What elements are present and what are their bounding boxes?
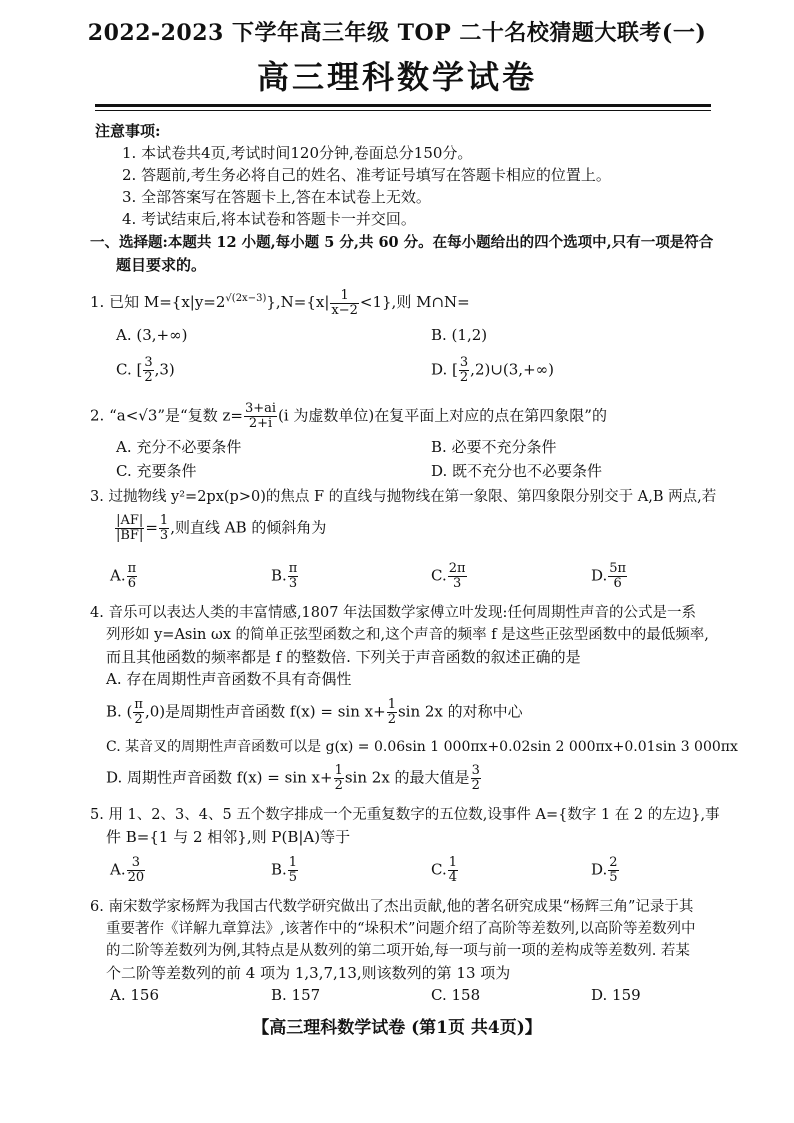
q2-fraction-den: 2+i: [248, 416, 273, 431]
q3-option-d: [591, 562, 628, 591]
q3-d-num: 5π: [609, 561, 627, 576]
q4-option-a: A. 存在周期性声音函数不具有奇偶性: [106, 670, 352, 688]
q3-option-c: [431, 562, 468, 591]
q4-option-b: [106, 698, 523, 727]
q1-fraction-num: 1: [330, 289, 359, 304]
q4-d-pre: D. 周期性声音函数 f(x) = sin x+: [106, 768, 333, 787]
q4-d-mid: sin 2x 的最大值是: [344, 768, 470, 787]
q3-c-den: 3: [452, 576, 462, 591]
q2-option-c: C. 充要条件: [116, 462, 197, 480]
q3-ratio-num: |AF|: [116, 513, 144, 528]
q1-exponent: √(2x−3): [225, 293, 267, 304]
q5-b-den: 5: [288, 870, 298, 885]
q3-a-label: A.: [110, 566, 126, 585]
q3-d-label: D.: [591, 566, 608, 585]
q4-b-num2: 1: [387, 697, 396, 712]
q5-a-fraction: [127, 856, 146, 885]
q4-option-c: C. 某音叉的周期性声音函数可以是 g(x) = 0.06sin 1 000πx+0.02sin 2 000πx+0.01sin 3 000πx: [106, 739, 738, 755]
q5-c-fraction: [448, 856, 458, 885]
q1-text-b: },N={x|: [266, 293, 330, 311]
q5-a-label: A.: [110, 860, 126, 879]
question-3-stem: 3. 过抛物线 y²=2px(p>0)的焦点 F 的直线与抛物线在第一象限、第四象限分别交于 A,B 两点,若: [90, 489, 717, 505]
q3-value-num: 1: [159, 513, 169, 528]
question-1-stem: [90, 288, 470, 318]
notice-item: 2. 答题前,考生务必将自己的姓名、准考证号填写在答题卡相应的位置上。: [122, 166, 611, 184]
exam-series-title: 2022-2023 下学年高三年级 TOP 二十名校猜题大联考(一): [87, 20, 707, 46]
q1-d-num: 3: [459, 355, 469, 370]
q1-c-pre: C. [: [116, 360, 143, 379]
q5-d-label: D.: [591, 860, 608, 879]
header-rule-thin: [95, 110, 711, 111]
q5-a-num: 3: [127, 856, 146, 871]
q3-value-fraction: [159, 514, 169, 543]
q5-b-fraction: [288, 856, 298, 885]
q6-option-a: A. 156: [110, 986, 159, 1004]
q2-text-a: 2. “a<√3”是“复数 z=: [90, 406, 243, 425]
q4-d-num: 1: [334, 763, 343, 778]
q4-d-fraction2: [471, 764, 481, 793]
q2-text-b: (i 为虚数单位)在复平面上对应的点在第四象限”的: [278, 406, 607, 425]
notice-item: 4. 考试结束后,将本试卷和答题卡一并交回。: [122, 210, 416, 228]
question-2-stem: [90, 402, 607, 431]
q3-option-b: [271, 562, 299, 591]
q5-c-label: C.: [431, 860, 447, 879]
q5-d-den: 5: [609, 870, 618, 885]
question-6-stem: 6. 南宋数学家杨辉为我国古代数学研究做出了杰出贡献,他的著名研究成果“杨辉三角”记录于其: [90, 899, 694, 915]
q5-b-label: B.: [271, 860, 287, 879]
question-3-stem-cont: [114, 514, 326, 543]
q4-b-den2: 2: [387, 712, 396, 727]
q3-option-a: [110, 562, 138, 591]
question-5-stem: 5. 用 1、2、3、4、5 五个数字排成一个无重复数字的五位数,设事件 A={数字 1 在 2 的左边},事: [90, 807, 720, 823]
q3-d-den: 6: [613, 576, 622, 591]
q4-d-den: 2: [334, 778, 343, 793]
q4-b-den: 2: [134, 712, 143, 727]
q3-a-fraction: [127, 562, 138, 591]
q4-b-fraction: [133, 698, 144, 727]
q1-fraction: [330, 289, 359, 318]
q1-option-d: [431, 356, 554, 385]
q3-ratio-den: |BF|: [116, 528, 144, 543]
page-footer: 【高三理科数学试卷 (第1页 共4页)】: [252, 1018, 542, 1038]
q5-b-num: 1: [288, 855, 298, 870]
q3-text-b: ,则直线 AB 的倾斜角为: [170, 518, 327, 537]
q4-b-post: sin 2x 的对称中心: [397, 702, 523, 721]
q1-d-post: ,2)∪(3,+∞): [470, 360, 554, 379]
question-6-stem-cont: 重要著作《详解九章算法》,该著作中的“垛积术”问题介绍了高阶等差数列,以高阶等差数列中: [106, 921, 696, 937]
question-6-stem-cont2: 的二阶等差数列为例,其特点是从数列的第二项开始,每一项与前一项的差构成等差数列. 若某: [106, 943, 690, 959]
q3-a-num: π: [127, 561, 137, 576]
q1-text-a: 1. 已知 M={x|y=2: [90, 293, 226, 311]
q5-option-d: [591, 856, 620, 885]
q4-b-num: π: [134, 697, 143, 712]
q3-b-fraction: [288, 562, 299, 591]
q1-c-den: 2: [144, 370, 153, 385]
q1-option-a: A. (3,+∞): [116, 326, 188, 344]
q4-b-pre: B. (: [106, 702, 133, 721]
question-6-stem-end: 个二阶等差数列的前 4 项为 1,3,7,13,则该数列的第 13 项为: [106, 964, 511, 982]
q1-c-fraction: [143, 356, 153, 385]
q2-option-a: A. 充分不必要条件: [116, 438, 242, 456]
q6-option-c: C. 158: [431, 986, 481, 1004]
q3-b-den: 3: [288, 576, 298, 591]
q6-option-b: B. 157: [271, 986, 321, 1004]
q1-d-fraction: [459, 356, 469, 385]
header-rule-thick: [95, 104, 711, 107]
q5-c-num: 1: [448, 855, 457, 870]
q5-d-num: 2: [609, 855, 618, 870]
notice-item: 3. 全部答案写在答题卡上,答在本试卷上无效。: [122, 188, 431, 206]
q3-b-num: π: [288, 561, 298, 576]
question-5-stem-cont: 件 B={1 与 2 相邻},则 P(B|A)等于: [106, 828, 351, 846]
q1-fraction-den: x−2: [331, 302, 358, 318]
q5-option-c: [431, 856, 459, 885]
q2-option-d: D. 既不充分也不必要条件: [431, 462, 603, 480]
q3-ratio-fraction: [115, 514, 144, 543]
q4-b-fraction2: [387, 698, 397, 727]
q6-option-d: D. 159: [591, 986, 641, 1004]
q3-c-num: 2π: [448, 561, 466, 576]
q2-fraction-num: 3+ai: [244, 401, 277, 416]
q2-fraction: [244, 402, 277, 431]
q4-d-fraction: [334, 764, 344, 793]
q1-c-num: 3: [144, 355, 153, 370]
q4-d-den2: 2: [471, 778, 480, 793]
q3-b-label: B.: [271, 566, 287, 585]
q5-a-den: 20: [127, 870, 145, 885]
q4-d-num2: 3: [471, 763, 480, 778]
q1-option-c: [116, 356, 175, 385]
q1-c-post: ,3): [154, 360, 175, 379]
q1-d-den: 2: [459, 370, 469, 385]
q5-option-a: [110, 856, 146, 885]
q3-a-den: 6: [127, 576, 137, 591]
q1-option-b: B. (1,2): [431, 326, 488, 344]
q4-b-mid: ,0)是周期性声音函数 f(x) = sin x+: [144, 702, 386, 721]
q3-value-den: 3: [159, 528, 169, 543]
q1-d-pre: D. [: [431, 360, 458, 379]
notice-item: 1. 本试卷共4页,考试时间120分钟,卷面总分150分。: [122, 144, 473, 162]
question-4-stem: 4. 音乐可以表达人类的丰富情感,1807 年法国数学家傅立叶发现:任何周期性声音的公式是一系: [90, 605, 696, 621]
notice-heading: 注意事项:: [95, 122, 161, 140]
q2-option-b: B. 必要不充分条件: [431, 438, 557, 456]
q4-option-d: [106, 764, 482, 793]
subject-title: 高三理科数学试卷: [256, 58, 537, 96]
question-4-stem-end: 而且其他函数的频率都是 f 的整数倍. 下列关于声音函数的叙述正确的是: [106, 648, 581, 666]
q3-d-fraction: [608, 562, 627, 591]
q5-c-den: 4: [448, 870, 457, 885]
section-heading: 一、选择题:本题共 12 小题,每小题 5 分,共 60 分。在每小题给出的四个选项中,只有一项是符合: [90, 234, 714, 251]
q3-equals: =: [145, 518, 158, 537]
q1-text-c: <1},则 M∩N=: [359, 293, 470, 311]
q3-c-fraction: [448, 562, 467, 591]
q5-d-fraction: [608, 856, 618, 885]
question-4-stem-cont: 列形如 y=Asin ωx 的简单正弦型函数之和,这个声音的频率 f 是这些正弦型函数中的最低频率,: [106, 627, 709, 643]
q3-c-label: C.: [431, 566, 447, 585]
q5-option-b: [271, 856, 299, 885]
section-heading-cont: 题目要求的。: [116, 256, 207, 274]
